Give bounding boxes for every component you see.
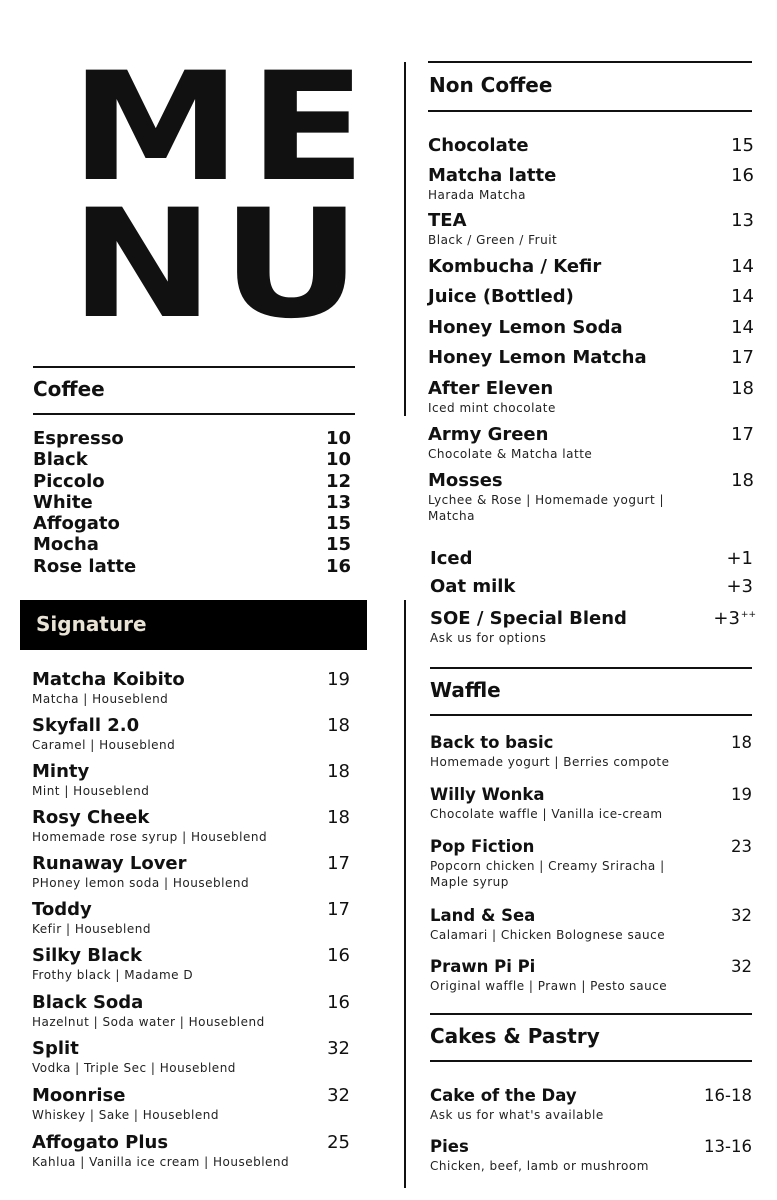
non-coffee-item [428, 286, 754, 308]
item-name: Iced [430, 548, 473, 569]
item-desc: Whiskey | Sake | Houseblend [32, 1108, 219, 1122]
item-name: Cake of the Day [430, 1086, 577, 1105]
divider [33, 413, 355, 415]
non-coffee-item [428, 135, 754, 157]
item-name: Pop Fiction [430, 837, 535, 856]
item-name: Matcha latte [428, 165, 557, 186]
item-price: 17 [327, 899, 350, 920]
item-price: 15 [325, 513, 351, 535]
divider [428, 61, 752, 63]
extra-item [430, 576, 753, 598]
item-price: 19 [327, 669, 350, 690]
non-coffee-item [428, 256, 754, 278]
divider [428, 110, 752, 112]
coffee-item [33, 449, 351, 470]
item-name: Minty [32, 761, 90, 782]
item-price: 13 [325, 491, 351, 513]
item-price: 32 [731, 906, 752, 925]
signature-item [32, 899, 350, 937]
signature-title: Signature [20, 600, 367, 650]
item-desc: Chicken, beef, lamb or mushroom [430, 1159, 649, 1173]
item-price: 10 [325, 449, 351, 471]
coffee-list [33, 428, 351, 577]
item-name: Willy Wonka [430, 785, 545, 804]
item-name: Juice (Bottled) [428, 286, 574, 307]
item-price: 17 [731, 347, 754, 368]
cakes-item [430, 1136, 752, 1174]
item-name: Affogato Plus [32, 1132, 169, 1153]
item-desc: Calamari | Chicken Bolognese sauce [430, 928, 666, 942]
item-price: 16 [327, 945, 350, 966]
non-coffee-item [428, 470, 754, 524]
item-name: Prawn Pi Pi [430, 957, 536, 976]
item-name: Mosses [428, 470, 503, 491]
coffee-item [33, 513, 351, 534]
item-name: Black Soda [32, 992, 144, 1013]
signature-item [32, 1085, 350, 1123]
item-price: +3 [726, 576, 753, 597]
price-value: +3 [713, 608, 740, 629]
item-price: 32 [327, 1085, 350, 1106]
coffee-item [33, 492, 351, 513]
signature-item [32, 1038, 350, 1076]
item-name: White [33, 491, 93, 513]
item-desc: Harada Matcha [428, 188, 526, 202]
item-name: Rosy Cheek [32, 807, 150, 828]
item-desc: Black / Green / Fruit [428, 233, 558, 247]
item-desc: Hazelnut | Soda water | Houseblend [32, 1015, 265, 1029]
item-desc: Matcha | Houseblend [32, 692, 169, 706]
waffle-item [430, 836, 752, 890]
item-desc: PHoney lemon soda | Houseblend [32, 876, 250, 890]
non-coffee-item [428, 165, 754, 203]
signature-item [32, 945, 350, 983]
waffle-item [430, 784, 752, 822]
item-price: 15 [731, 135, 754, 156]
coffee-title: Coffee [33, 377, 105, 401]
item-desc: Chocolate & Matcha latte [428, 447, 593, 461]
non-coffee-item [428, 317, 754, 339]
divider [430, 1060, 752, 1062]
item-desc: Iced mint chocolate [428, 401, 556, 415]
coffee-item [33, 534, 351, 555]
item-price [713, 604, 756, 630]
item-price: 23 [731, 837, 752, 856]
signature-item [32, 761, 350, 799]
item-price: 16-18 [704, 1086, 752, 1105]
waffle-item [430, 905, 752, 943]
item-price: 14 [731, 317, 754, 338]
logo-line-1: ME [70, 41, 374, 215]
item-price: 14 [731, 286, 754, 307]
item-price: 18 [731, 470, 754, 491]
signature-item [32, 1132, 350, 1170]
item-desc: Caramel | Houseblend [32, 738, 176, 752]
item-desc: Ask us for what's available [430, 1108, 604, 1122]
divider [33, 366, 355, 368]
item-desc: Chocolate waffle | Vanilla ice-cream [430, 807, 663, 821]
item-desc: Mint | Houseblend [32, 784, 150, 798]
logo-line-2: NU [70, 178, 369, 352]
non-coffee-item [428, 424, 754, 462]
item-name: TEA [428, 210, 467, 231]
item-price: 18 [731, 733, 752, 752]
item-price: 25 [327, 1132, 350, 1153]
item-name: Land & Sea [430, 906, 536, 925]
divider [430, 714, 752, 716]
item-name: Skyfall 2.0 [32, 715, 140, 736]
item-desc: Homemade yogurt | Berries compote [430, 755, 670, 769]
item-name: Honey Lemon Soda [428, 317, 623, 338]
item-desc: Popcorn chicken | Creamy Sriracha | Maple syrup [430, 859, 665, 889]
item-price: 13 [731, 210, 754, 231]
extra-item [430, 604, 756, 646]
coffee-item [33, 428, 351, 449]
item-name: After Eleven [428, 378, 554, 399]
item-name: Mocha [33, 534, 99, 556]
waffle-item [430, 732, 752, 770]
signature-item [32, 715, 350, 753]
signature-item [32, 992, 350, 1030]
item-desc: Original waffle | Prawn | Pesto sauce [430, 979, 668, 993]
item-name: Affogato [33, 513, 120, 535]
item-price: 17 [327, 853, 350, 874]
non-coffee-item [428, 347, 754, 369]
item-name: SOE / Special Blend [430, 608, 627, 629]
cakes-title: Cakes & Pastry [430, 1024, 600, 1048]
item-price: 15 [325, 534, 351, 556]
item-price: 14 [731, 256, 754, 277]
item-name: Rose latte [33, 555, 137, 577]
item-name: Pies [430, 1137, 469, 1156]
waffle-title: Waffle [430, 678, 501, 702]
item-name: Silky Black [32, 945, 142, 966]
item-desc: Frothy black | Madame D [32, 968, 194, 982]
item-name: Honey Lemon Matcha [428, 347, 647, 368]
item-name: Toddy [32, 899, 92, 920]
coffee-item [33, 471, 351, 492]
waffle-item [430, 956, 752, 994]
cakes-item [430, 1085, 752, 1123]
item-desc: Homemade rose syrup | Houseblend [32, 830, 268, 844]
column-divider [404, 600, 406, 1188]
item-price: 12 [325, 470, 351, 492]
item-name: Moonrise [32, 1085, 126, 1106]
item-price: 13-16 [704, 1137, 752, 1156]
item-price: 16 [325, 555, 351, 577]
item-name: Oat milk [430, 576, 516, 597]
item-desc: Kefir | Houseblend [32, 922, 151, 936]
item-price: 18 [731, 378, 754, 399]
item-price: 16 [731, 165, 754, 186]
item-price: +1 [726, 548, 753, 569]
item-name: Runaway Lover [32, 853, 187, 874]
item-price: 18 [327, 761, 350, 782]
item-price: 10 [325, 428, 351, 449]
divider [430, 1013, 752, 1015]
item-price: 17 [731, 424, 754, 445]
column-divider [404, 62, 406, 416]
item-desc: Vodka | Triple Sec | Houseblend [32, 1061, 236, 1075]
item-desc: Ask us for options [430, 631, 547, 645]
item-name: Black [33, 449, 88, 471]
item-price: 18 [327, 807, 350, 828]
item-name: Matcha Koibito [32, 669, 185, 690]
signature-item [32, 669, 350, 707]
item-desc: Lychee & Rose | Homemade yogurt | Matcha [428, 493, 665, 523]
non-coffee-title: Non Coffee [429, 73, 553, 97]
divider [430, 667, 752, 669]
item-price: 16 [327, 992, 350, 1013]
item-price: 32 [731, 957, 752, 976]
item-price: 32 [327, 1038, 350, 1059]
item-name: Espresso [33, 428, 124, 449]
item-name: Kombucha / Kefir [428, 256, 602, 277]
non-coffee-item [428, 378, 754, 416]
signature-item [32, 807, 350, 845]
item-name: Army Green [428, 424, 549, 445]
item-name: Piccolo [33, 470, 105, 492]
item-name: Split [32, 1038, 79, 1059]
price-superscript: ++ [740, 610, 756, 620]
item-price: 19 [731, 785, 752, 804]
extra-item [430, 548, 753, 570]
item-name: Back to basic [430, 733, 554, 752]
item-name: Chocolate [428, 135, 529, 156]
item-price: 18 [327, 715, 350, 736]
non-coffee-item [428, 210, 754, 248]
signature-item [32, 853, 350, 891]
item-desc: Kahlua | Vanilla ice cream | Houseblend [32, 1155, 290, 1169]
coffee-item [33, 556, 351, 577]
